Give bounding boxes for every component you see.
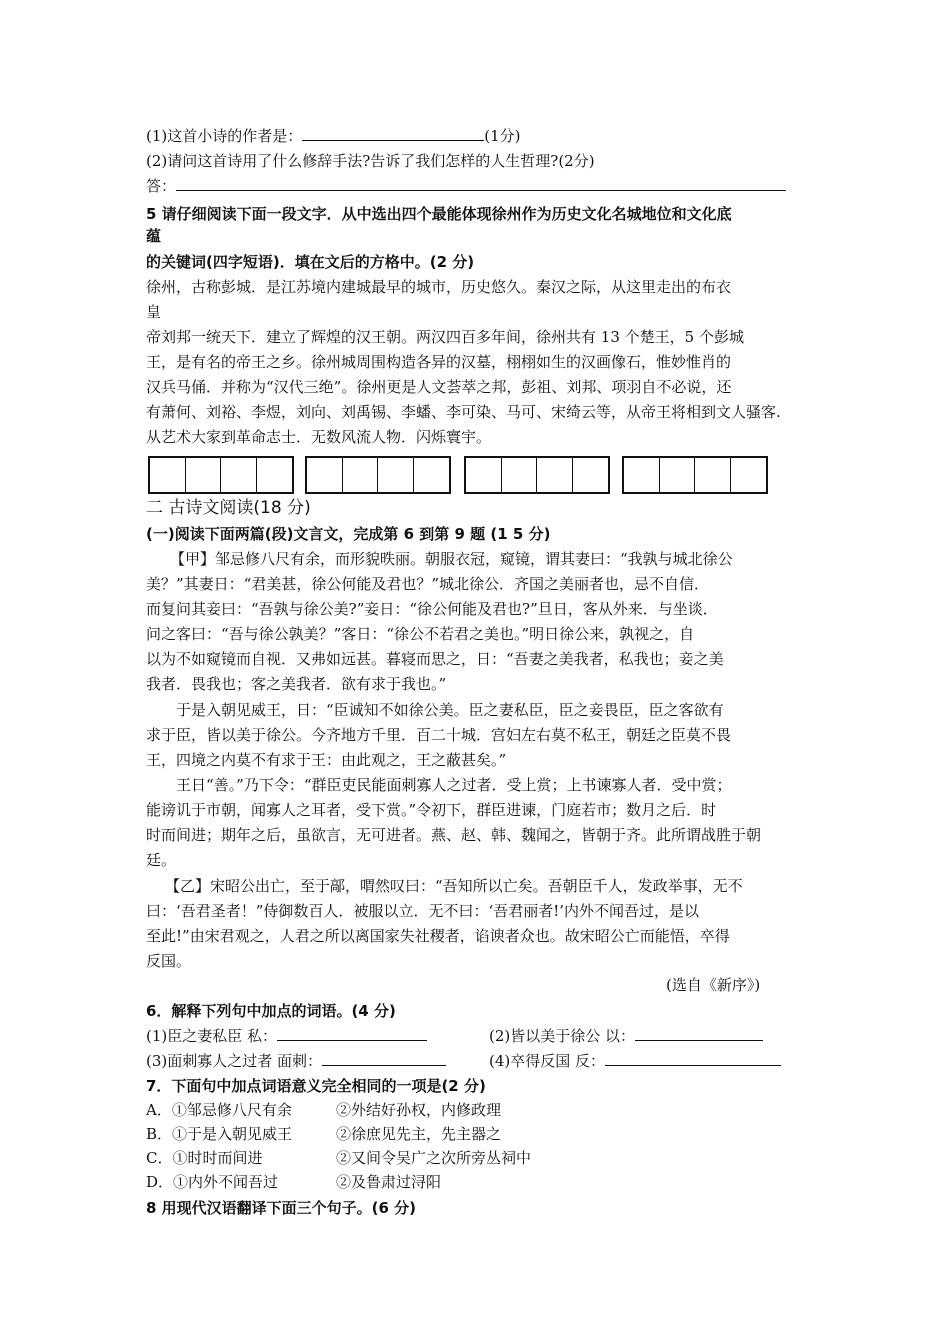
q6-blank[interactable] [605, 1051, 781, 1066]
source-citation: (选自《新序》) [666, 976, 761, 994]
q5-heading-line1: 5 请仔细阅读下面一段文字．从中选出四个最能体现徐州作为历史文化名城地位和文化底 [146, 205, 732, 223]
q5-passage-line: 从艺术大家到革命志士．无数风流人物．闪烁寰宇。 [146, 428, 492, 446]
q6-item-2 [489, 1026, 763, 1046]
yi-line: 反国。 [146, 952, 192, 970]
q7-option-d[interactable] [146, 1172, 278, 1192]
jia-line: 美？”其妻日：“君美甚，徐公何能及君也？”城北徐公．齐国之美丽者也，忌不自信． [146, 575, 710, 593]
jia-line: 廷。 [146, 851, 177, 869]
jia-line: 王日“善。”乃下令：“群臣吏民能面刺寡人之过者．受上赏；上书谏寡人者．受中赏； [176, 776, 732, 794]
q7-option-first: B．①于是入朝见威王 [146, 1125, 293, 1143]
q7-option-b-second: ②徐庶见先主，先主器之 [336, 1125, 502, 1143]
q7-option-first: C．①时时而间进 [146, 1149, 263, 1167]
q5-passage-line: 王，是有名的帝王之乡。徐州城周围构造各异的汉墓，栩栩如生的汉画像石，惟妙惟肖的 [146, 353, 732, 371]
answer-line [146, 176, 786, 196]
jia-line: 求于臣，皆以美于徐公。今齐地方千里．百二十城．宫妇左右莫不私王，朝廷之臣莫不畏 [146, 726, 732, 744]
answer-grid-2[interactable] [305, 456, 451, 494]
jia-line: 以为不如窥镜而自视．又弗如远甚。暮寝而思之，日：“吾妻之美我者，私我也；妾之美 [146, 650, 724, 668]
grid-cell[interactable] [343, 458, 379, 492]
q5-passage-line: 有萧何、刘裕、李煜，刘向、刘禹锡、李蟠、李可染、马可、宋绮云等，从帝王将相到文人骚客. [146, 403, 781, 421]
q5-passage-line: 帝刘邦一统天下．建立了辉煌的汉王朝。两汉四百多年间，徐州共有 13 个楚王，5 个彭城 [146, 328, 744, 346]
q7-option-c[interactable] [146, 1148, 262, 1168]
grid-cell[interactable] [502, 458, 538, 492]
q7-option-a[interactable] [146, 1100, 292, 1120]
q6-item-1 [146, 1026, 427, 1046]
q1-answer-blank[interactable] [302, 126, 484, 141]
grid-cell[interactable] [186, 458, 222, 492]
jia-line: 于是入朝见威王，日：“臣诚知不如徐公美。臣之妻私臣，臣之妾畏臣，臣之客欲有 [176, 701, 724, 719]
q6-blank[interactable] [322, 1051, 446, 1066]
grid-cell[interactable] [573, 458, 608, 492]
q2-text: (2)请问这首诗用了什么修辞手法?告诉了我们怎样的人生哲理?(2分) [146, 152, 595, 170]
yi-line: 曰：‘吾君圣者！”侍御数百人．被服以立．无不曰：‘吾君丽者!’内外不闻吾过，是以 [146, 902, 700, 920]
yi-line: 【乙】宋昭公出亡，至于鄗，喟然叹曰：“吾知所以亡矣。吾朝臣千人，发政举事，无不 [165, 877, 743, 895]
grid-cell[interactable] [307, 458, 343, 492]
grid-cell[interactable] [378, 458, 414, 492]
yi-line: 至此!”由宋君观之，人君之所以离国家失社稷者，谄谀者众也。故宋昭公亡而能悟，卒得 [146, 927, 730, 945]
q7-option-first: A．①邹忌修八尺有余 [146, 1101, 292, 1119]
section2-sub1: (一)阅读下面两篇(段)文言文，完成第 6 到第 9 题 (1 5 分) [146, 525, 551, 543]
grid-cell[interactable] [150, 458, 186, 492]
answer-blank[interactable] [176, 176, 786, 191]
answer-grid-3[interactable] [464, 456, 610, 494]
q6-item-3 [146, 1051, 446, 1071]
grid-cell[interactable] [660, 458, 696, 492]
grid-cell[interactable] [257, 458, 292, 492]
q5-heading-line2: 蕴 [146, 227, 162, 245]
q6-blank[interactable] [277, 1026, 427, 1041]
grid-cell[interactable] [624, 458, 660, 492]
grid-cell[interactable] [537, 458, 573, 492]
q8-heading: 8 用现代汉语翻译下面三个句子。(6 分) [146, 1199, 417, 1217]
q7-option-b[interactable] [146, 1124, 292, 1144]
jia-line: 能谤讥于市朝，闻寡人之耳者，受下赏。”令初下，群臣进谏，门庭若市；数月之后．时 [146, 801, 717, 819]
q6-item-4 [489, 1051, 781, 1071]
grid-cell[interactable] [695, 458, 731, 492]
q5-passage-line: 皇 [146, 303, 162, 321]
q5-heading-line3: 的关键词(四字短语)．填在文后的方格中。(2 分) [146, 253, 475, 271]
jia-line: 王，四境之内莫不有求于王：由此观之，王之蔽甚矣。” [146, 751, 507, 769]
q1-line [146, 126, 521, 146]
answer-label: 答： [146, 177, 177, 195]
answer-grid-4[interactable] [622, 456, 768, 494]
grid-cell[interactable] [731, 458, 766, 492]
q1-score: (1分) [484, 127, 521, 145]
grid-cell[interactable] [221, 458, 257, 492]
q6-item-text: (4)卒得反国 反： [489, 1052, 606, 1070]
q6-item-text: (3)面刺寡人之过者 面刺： [146, 1052, 323, 1070]
q7-heading: 7．下面句中加点词语意义完全相同的一项是(2 分) [146, 1077, 486, 1095]
q7-option-a-second: ②外结好孙权，内修政理 [336, 1101, 502, 1119]
jia-line: 时而间进；期年之后，虽欲言，无可进者。燕、赵、韩、魏闻之，皆朝于齐。此所谓战胜于朝 [146, 826, 762, 844]
grid-cell[interactable] [414, 458, 449, 492]
q6-blank[interactable] [635, 1026, 763, 1041]
q6-item-text: (1)臣之妻私臣 私： [146, 1027, 278, 1045]
jia-line: 而复问其妾曰：“吾孰与徐公美?”妾日：“徐公何能及君也?”旦日，客从外来．与坐谈． [146, 600, 718, 618]
section2-title: 二 古诗文阅读(18 分) [146, 498, 311, 518]
q7-option-first: D．①内外不闻吾过 [146, 1173, 279, 1191]
jia-line: 我者．畏我也；客之美我者．欲有求于我也。” [146, 675, 447, 693]
grid-cell[interactable] [466, 458, 502, 492]
q6-heading: 6．解释下列句中加点的词语。(4 分) [146, 1002, 396, 1020]
q5-passage-line: 徐州，古称彭城．是江苏境内建城最早的城市，历史悠久。秦汉之际，从这里走出的布衣 [146, 278, 732, 296]
q5-passage-line: 汉兵马俑．并称为“汉代三绝”。徐州更是人文荟萃之邦，彭祖、刘邦、项羽自不必说，还 [146, 378, 732, 396]
q7-option-c-second: ②又间令吴广之次所旁丛祠中 [336, 1149, 532, 1167]
answer-grid-1[interactable] [148, 456, 294, 494]
q1-text: (1)这首小诗的作者是： [146, 127, 303, 145]
q6-item-text: (2)皆以美于徐公 以： [489, 1027, 636, 1045]
jia-line: 问之客曰：“吾与徐公孰美？”客日：“徐公不若君之美也。”明日徐公来，孰视之，自 [146, 625, 695, 643]
q7-option-d-second: ②及鲁肃过浔阳 [336, 1173, 442, 1191]
jia-line: 【甲】邹忌修八尺有余，而形貌昳丽。朝服衣冠，窥镜，谓其妻曰：“我孰与城北徐公 [170, 550, 733, 568]
